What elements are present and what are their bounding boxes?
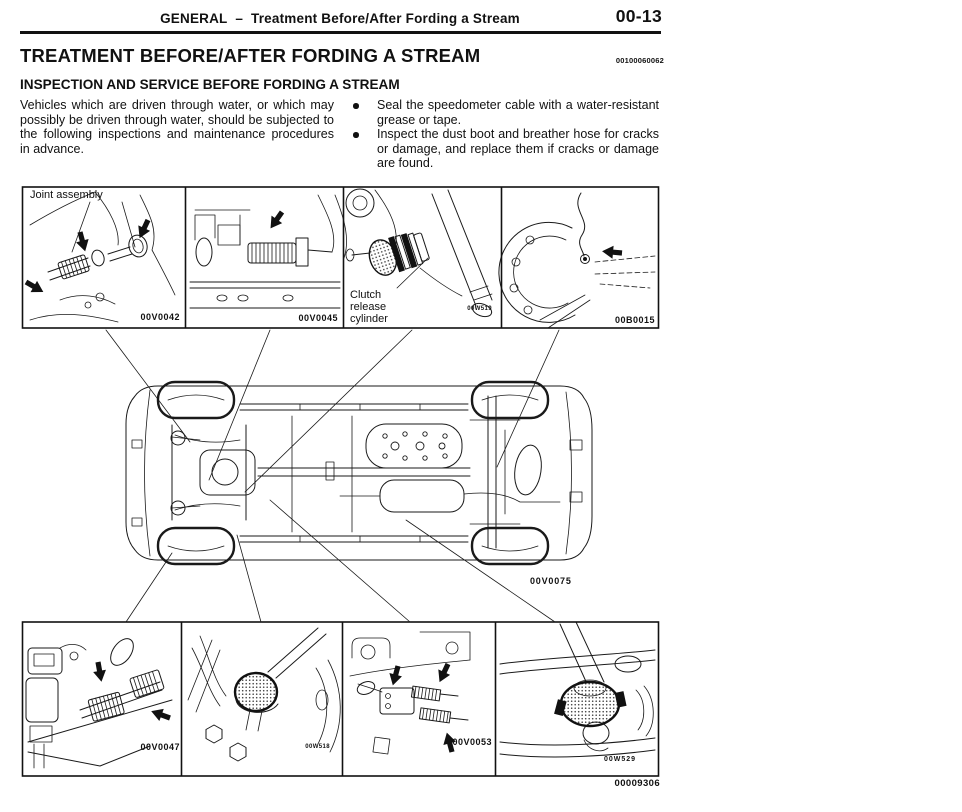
- bullet-text: Inspect the dust boot and breather hose for cracks or damage, and replace them if cracks or damage are found.: [377, 127, 659, 171]
- panel-art-steering-boot: [190, 195, 347, 308]
- panel-art-parking-brake-cables: [350, 632, 470, 754]
- panel-code: 00V0045: [298, 313, 338, 323]
- panel-code: 00W518: [305, 744, 330, 750]
- panel-code: 00V0042: [140, 312, 180, 322]
- panel-code: 00W519: [467, 306, 492, 312]
- car-diagram-code: 00V0075: [530, 576, 572, 586]
- intro-paragraph: Vehicles which are driven through water, or which may possibly be driven through water, should be subjected to the following inspections and maintenance procedures in advance.: [20, 98, 334, 156]
- bullet-text: Seal the speedometer cable with a water-resistant grease or tape.: [377, 98, 659, 127]
- title-reference-code: 00100060062: [615, 56, 664, 65]
- panel-art-stabilizer-bushing: [500, 622, 655, 757]
- panel-borders: [23, 187, 659, 776]
- panel-label-clutch-release-cylinder: Clutch release cylinder: [350, 289, 388, 325]
- header-section: GENERAL: [160, 11, 228, 26]
- panel-art-breather-hose: [499, 193, 655, 328]
- panel-code: 00V0053: [452, 737, 492, 747]
- page-title: TREATMENT BEFORE/AFTER FORDING A STREAM: [20, 45, 481, 66]
- panel-label-joint-assembly: Joint assembly: [30, 189, 103, 201]
- section-heading: INSPECTION AND SERVICE BEFORE FORDING A STREAM: [20, 77, 400, 92]
- panel-art-ball-joint: [188, 628, 340, 761]
- panel-code: 00V0047: [140, 742, 180, 752]
- header-topic: Treatment Before/After Fording a Stream: [251, 11, 520, 26]
- page-number: 00-13: [615, 6, 662, 26]
- figure-reference-code: 00009306: [614, 778, 660, 789]
- header-separator: –: [235, 11, 244, 26]
- panel-code: 00W529: [604, 756, 637, 763]
- panel-art-joint-assembly: [23, 192, 175, 322]
- car-underbody-drawing: [126, 382, 592, 564]
- panel-code: 00B0015: [614, 315, 655, 325]
